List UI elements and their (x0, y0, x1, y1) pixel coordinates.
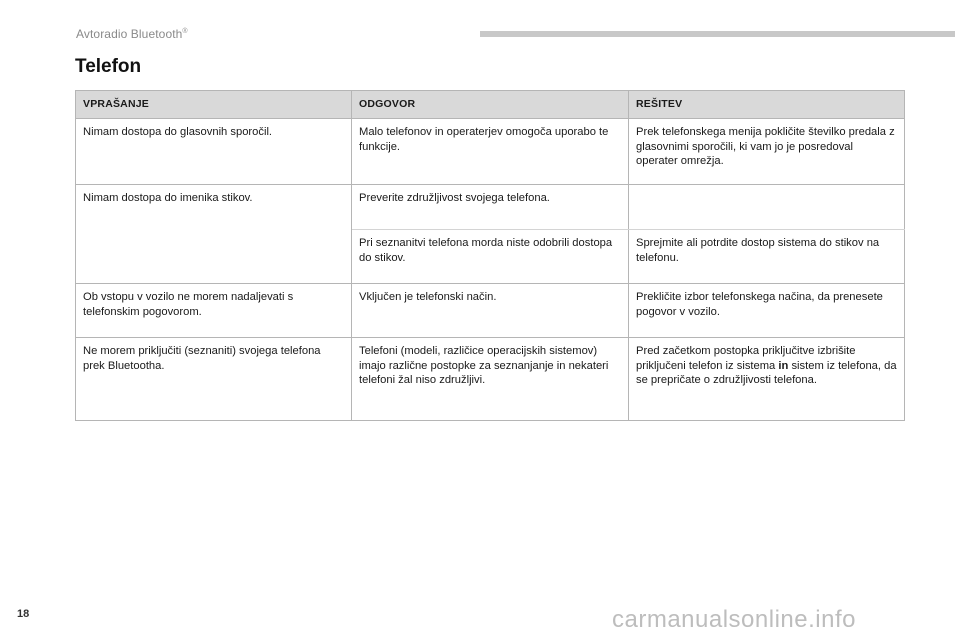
troubleshooting-table (75, 90, 905, 421)
question-cell: Nimam dostopa do imenika stikov. (76, 185, 352, 284)
solution-text-end: sistem iz telefona, da se prepričate o združljivosti telefona. (636, 359, 897, 386)
answer-cell: Preverite združljivost svojega telefona. (352, 185, 629, 230)
table-row (76, 338, 905, 421)
answer-cell: Pri seznanitvi telefona morda niste odobrili dostopa do stikov. (352, 230, 629, 284)
solution-cell: Prek telefonskega menija pokličite številko predala z glasovnimi sporočili, ki vam jo je posredoval operater omrežja. (629, 119, 905, 185)
solution-text-bold: in (778, 359, 789, 372)
table-row (76, 119, 905, 185)
answer-cell: Malo telefonov in operaterjev omogoča uporabo te funkcije. (352, 119, 629, 185)
question-cell: Ne morem priključiti (seznaniti) svojega telefona prek Bluetootha. (76, 338, 352, 421)
column-header-question: VPRAŠANJE (76, 91, 352, 119)
section-title: Telefon (75, 56, 142, 77)
solution-text-start: Pred začetkom postopka priključitve izbrišite priključeni telefon iz sistema (636, 345, 856, 372)
table-row (76, 284, 905, 338)
column-header-answer: ODGOVOR (352, 91, 629, 119)
answer-cell: Vključen je telefonski način. (352, 284, 629, 338)
solution-cell (629, 185, 905, 230)
page-number: 18 (17, 608, 30, 620)
running-header-title: Avtoradio Bluetooth (76, 27, 183, 41)
running-header (76, 27, 188, 41)
table-header-row (76, 91, 905, 119)
question-cell: Ob vstopu v vozilo ne morem nadaljevati s telefonskim pogovorom. (76, 284, 352, 338)
column-header-solution: REŠITEV (629, 91, 905, 119)
registered-mark: ® (182, 28, 188, 35)
watermark: carmanualsonline.info (612, 606, 856, 633)
table-row (76, 185, 905, 230)
answer-cell: Telefoni (modeli, različice operacijskih sistemov) imajo različne postopke za seznanjanje in nekateri telefoni žal niso združljivi. (352, 338, 629, 421)
solution-cell (629, 338, 905, 421)
solution-cell: Prekličite izbor telefonskega načina, da prenesete pogovor v vozilo. (629, 284, 905, 338)
question-cell: Nimam dostopa do glasovnih sporočil. (76, 119, 352, 185)
header-rule (480, 31, 955, 37)
solution-cell: Sprejmite ali potrdite dostop sistema do stikov na telefonu. (629, 230, 905, 284)
